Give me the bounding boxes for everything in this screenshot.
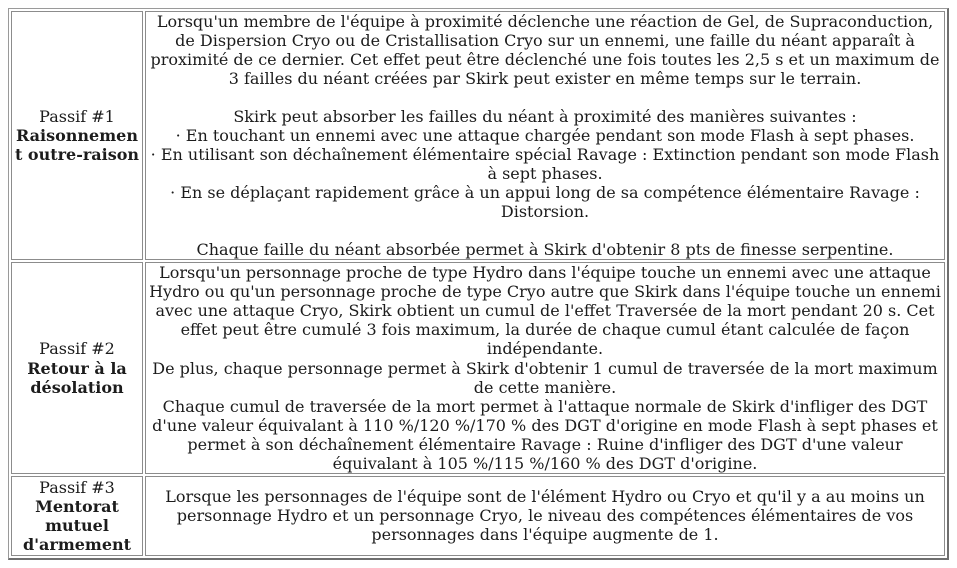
passive-1-description-cell bbox=[145, 11, 945, 260]
passives-table bbox=[8, 8, 949, 560]
description-bullet: · En se déplaçant rapidement grâce à un appui long de sa compétence élémentaire Ravage : Distorsion. bbox=[170, 183, 920, 222]
passive-number: Passif #1 bbox=[39, 107, 115, 127]
passive-name: Raisonnement outre-raison bbox=[14, 126, 140, 165]
passive-name: Mentorat mutuel d'armement bbox=[22, 496, 132, 554]
passive-name: Retour à la désolation bbox=[27, 358, 127, 397]
description-paragraph: Chaque faille du néant absorbée permet à Skirk d'obtenir 8 pts de finesse serpentine. bbox=[196, 240, 894, 260]
description-paragraph: Skirk peut absorber les failles du néant à proximité des manières suivantes : bbox=[233, 107, 857, 127]
description-bullet: · En utilisant son déchaînement élémentaire spécial Ravage : Extinction pendant son mode Flash à sept phases. bbox=[150, 145, 940, 184]
table-row-passive-1 bbox=[11, 11, 945, 260]
passive-2-label-cell bbox=[11, 262, 143, 473]
description-paragraph: Lorsqu'un membre de l'équipe à proximité déclenche une réaction de Gel, de Supraconduction, de Dispersion Cryo ou de Cristallisation Cryo sur un ennemi, une faille du néant apparaît à proximité de ce dernier. Cet effet peut être déclenché une fois toutes les 2,5 s et un maximum de 3 failles du néant créées par Skirk peut exister en même temps sur le terrain. bbox=[150, 12, 940, 89]
passive-3-label-cell bbox=[11, 476, 143, 556]
table-row-passive-3 bbox=[11, 476, 945, 556]
description-paragraph: De plus, chaque personnage permet à Skirk d'obtenir 1 cumul de traversée de la mort maximum de cette manière. bbox=[152, 358, 938, 397]
description-paragraph: Lorsqu'un personnage proche de type Hydro dans l'équipe touche un ennemi avec une attaque Hydro ou qu'un personnage proche de type Cryo autre que Skirk dans l'équipe touche un ennemi avec une attaque Cryo, Skirk obtient un cumul de l'effet Traversée de la mort pendant 20 s. Cet effet peut être cumulé 3 fois maximum, la durée de chaque cumul étant calculée de façon indépendante. bbox=[149, 263, 941, 359]
description-paragraph: Lorsque les personnages de l'équipe sont de l'élément Hydro ou Cryo et qu'il y a au moins un personnage Hydro et un personnage Cryo, le niveau des compétences élémentaires de vos personnages dans l'équipe augmente de 1. bbox=[165, 487, 925, 545]
table-row-passive-2 bbox=[11, 262, 945, 473]
description-bullet: · En touchant un ennemi avec une attaque chargée pendant son mode Flash à sept phases. bbox=[175, 126, 915, 146]
passive-2-description-cell bbox=[145, 262, 945, 473]
description-paragraph: Chaque cumul de traversée de la mort permet à l'attaque normale de Skirk d'infliger des DGT d'une valeur équivalant à 110 %/120 %/170 % des DGT d'origine en mode Flash à sept phases et permet à son déchaînement élémentaire Ravage : Ruine d'infliger des DGT d'une valeur équivalant à 105 %/115 %/160 % des DGT d'origine. bbox=[152, 396, 938, 473]
passive-number: Passif #2 bbox=[39, 339, 115, 359]
passive-number: Passif #3 bbox=[39, 477, 115, 497]
passive-3-description-cell bbox=[145, 476, 945, 556]
passive-1-label-cell bbox=[11, 11, 143, 260]
